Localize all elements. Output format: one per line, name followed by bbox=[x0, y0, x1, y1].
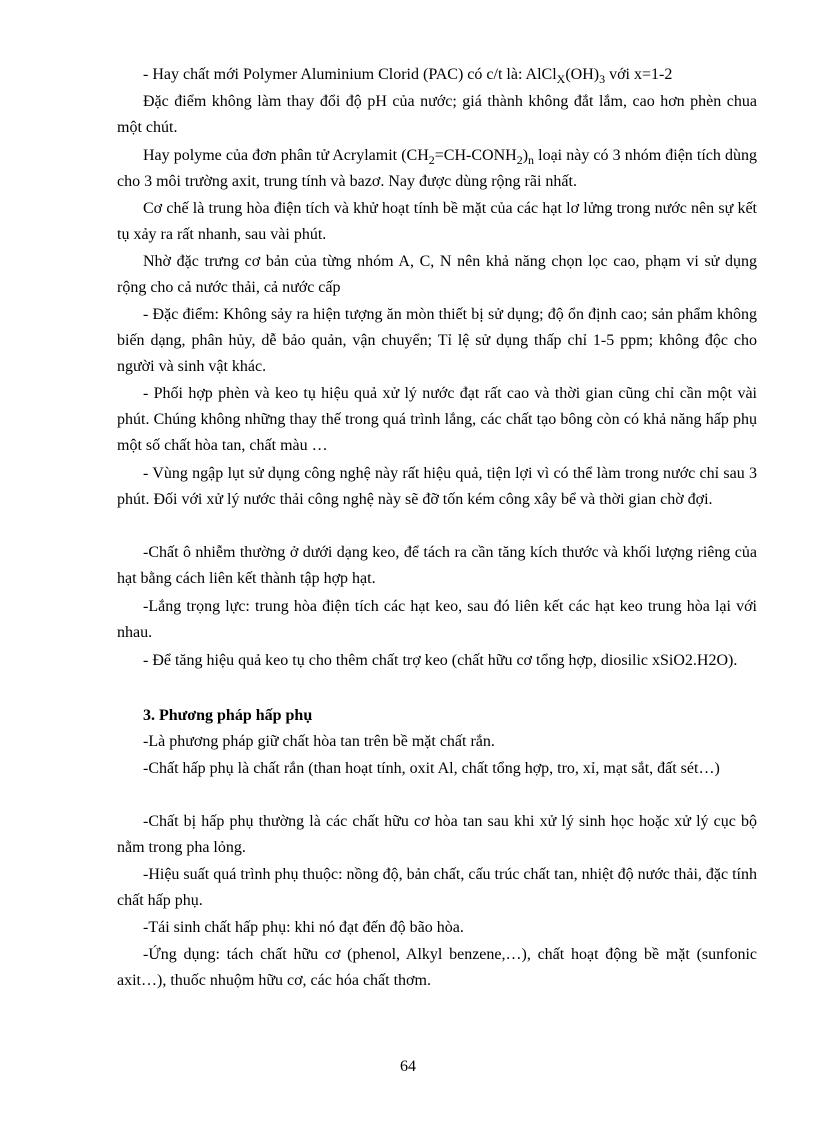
paragraph-combination: - Phối hợp phèn và keo tụ hiệu quả xử lý nước đạt rất cao và thời gian cũng chỉ cần một vài phút. Chúng không những thay thế trong quá trình lắng, các chất tạo bông còn có khả năng hấp phụ một số chất hòa tan, chất màu … bbox=[117, 385, 757, 454]
section-heading: 3. Phương pháp hấp phụ bbox=[143, 707, 313, 724]
paragraph-adsorbate: -Chất bị hấp phụ thường là các chất hữu cơ hòa tan sau khi xử lý sinh học hoặc xử lý cục bộ nằm trong pha lỏng. bbox=[117, 813, 757, 856]
paragraph-regeneration: -Tái sinh chất hấp phụ: khi nó đạt đến độ bão hòa. bbox=[143, 919, 464, 936]
paragraph-pollutant: -Chất ô nhiễm thường ở dưới dạng keo, để tách ra cần tăng kích thước và khối lượng riêng của hạt bằng cách liên kết thành tập hợp hạt. bbox=[117, 544, 757, 587]
paragraph-ph: Đặc điểm không làm thay đổi độ pH của nước; giá thành không đắt lắm, cao hơn phèn chua một chút. bbox=[117, 93, 757, 136]
paragraph-groups: Nhờ đặc trưng cơ bản của từng nhóm A, C, N nên khả năng chọn lọc cao, phạm vi sử dụng rộng cho cả nước thải, cả nước cấp bbox=[117, 253, 757, 296]
paragraph-acrylamit-rest: loại này có 3 nhóm điện tích dùng cho 3 môi trường axit, trung tính và bazơ. Nay được dùng rộng rãi nhất. bbox=[117, 147, 758, 190]
paragraph-coagulant-aid: - Để tăng hiệu quả keo tụ cho thêm chất trợ keo (chất hữu cơ tổng hợp, diosilic xSiO2.H2O). bbox=[143, 652, 738, 669]
paragraph-features: - Đặc điểm: Không sảy ra hiện tượng ăn mòn thiết bị sử dụng; độ ổn định cao; sản phẩm không biến dạng, phân hủy, dễ bảo quản, vận chuyển; Tỉ lệ sử dụng thấp chỉ 1-5 ppm; không độc cho người và sinh vật khác. bbox=[117, 306, 757, 375]
paragraph-adsorption-def: -Là phương pháp giữ chất hòa tan trên bề mặt chất rắn. bbox=[143, 733, 495, 750]
paragraph-gravity: -Lắng trọng lực: trung hòa điện tích các hạt keo, sau đó liên kết các hạt keo trung hòa lại với nhau. bbox=[117, 598, 757, 641]
paragraph-application: -Ứng dụng: tách chất hữu cơ (phenol, Alkyl benzene,…), chất hoạt động bề mặt (sunfonic axit…), thuốc nhuộm hữu cơ, các hóa chất thơm. bbox=[117, 946, 757, 989]
paragraph-mechanism: Cơ chế là trung hòa điện tích và khử hoạt tính bề mặt của các hạt lơ lửng trong nước nên sự kết tụ xảy ra rất nhanh, sau vài phút. bbox=[117, 200, 757, 243]
paragraph-pac-text: - Hay chất mới Polymer Aluminium Clorid (PAC) có c/t là: bbox=[143, 66, 526, 83]
page-number: 64 bbox=[400, 1058, 416, 1075]
paragraph-adsorbent: -Chất hấp phụ là chất rắn (than hoạt tính, oxit Al, chất tổng hợp, tro, xỉ, mạt sắt, đất sét…) bbox=[143, 760, 720, 777]
paragraph-acrylamit-text: Hay polyme của đơn phân tử Acrylamit ( bbox=[143, 147, 407, 164]
formula-acrylamit: $CH_2=CH-CONH_2)_n$ bbox=[406, 147, 535, 167]
paragraph-acrylamit bbox=[117, 143, 757, 195]
paragraph-pac bbox=[117, 62, 757, 88]
formula-alclx: $AlCl_X(OH)_3$ với x=1-2 bbox=[525, 66, 673, 86]
paragraph-flood: - Vùng ngập lụt sử dụng công nghệ này rất hiệu quả, tiện lợi vì có thể làm trong nước chỉ sau 3 phút. Đối với xử lý nước thải công nghệ này sẽ đỡ tốn kém công xây bể và thời gian chờ đợi. bbox=[117, 465, 757, 508]
paragraph-efficiency: -Hiệu suất quá trình phụ thuộc: nồng độ, bản chất, cấu trúc chất tan, nhiệt độ nước thải, đặc tính chất hấp phụ. bbox=[117, 866, 757, 909]
